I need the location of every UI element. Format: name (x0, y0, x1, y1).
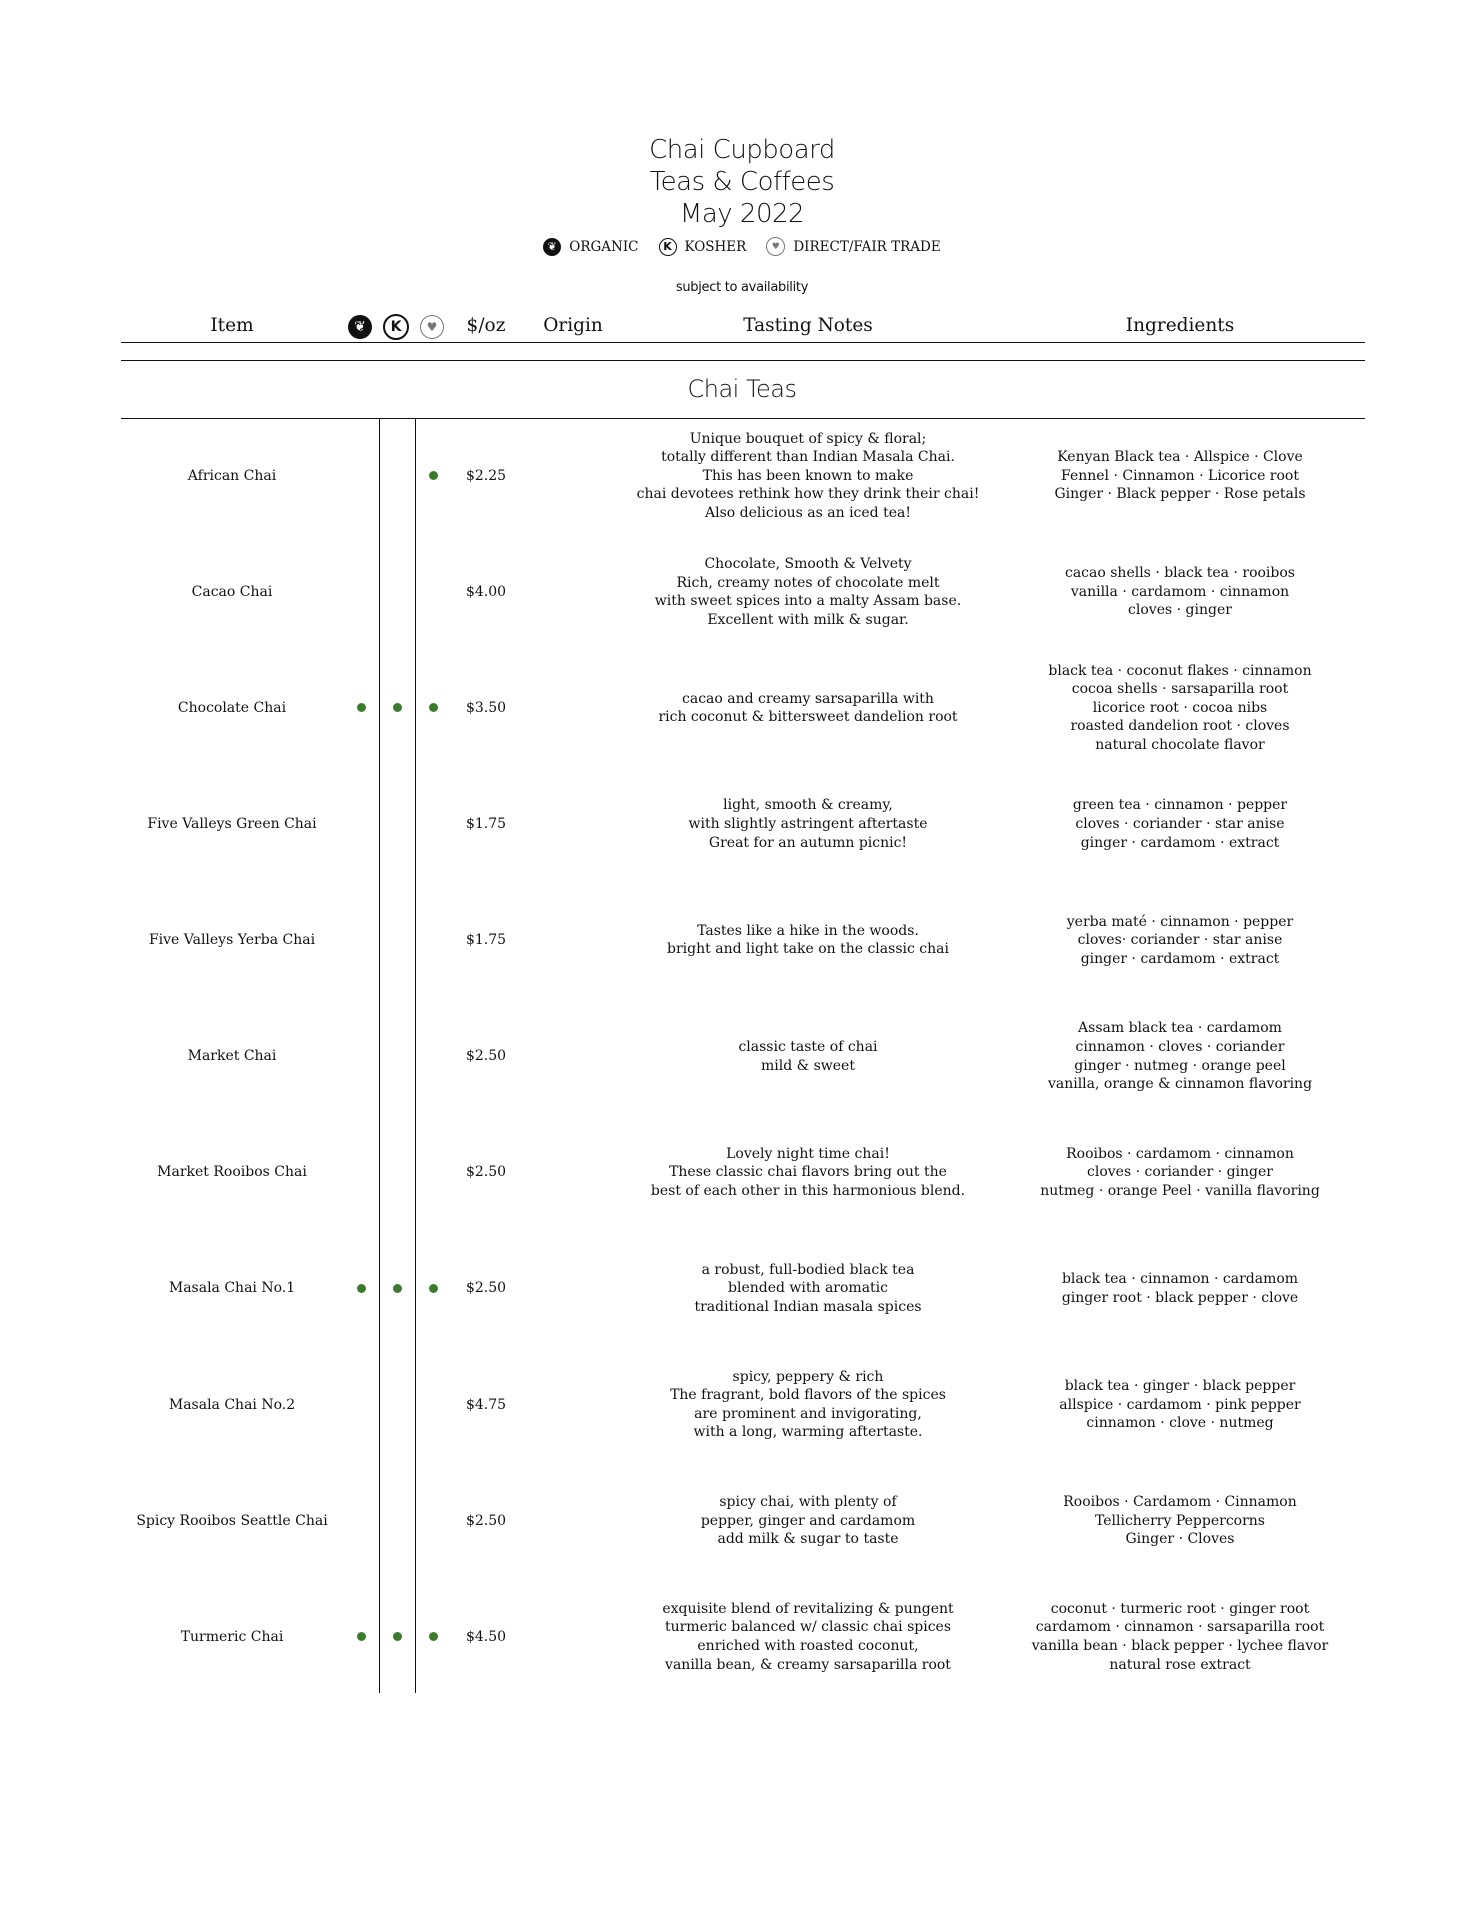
item-name (121, 766, 343, 882)
item-price (456, 1231, 516, 1347)
item-ingredients (1010, 650, 1350, 766)
item-ingredients-text: green tea · cinnamon · pepper cloves · coriander · star anise ginger · cardamom · extract (1072, 797, 1288, 851)
item-price-text: $4.75 (465, 1396, 507, 1413)
item-ingredients (1010, 1579, 1350, 1695)
legend-kosher-label: KOSHER (684, 238, 747, 255)
item-price-text: $1.75 (465, 932, 507, 949)
item-price (456, 1579, 516, 1695)
item-ingredients-text: coconut · turmeric root · ginger root cardamom · cinnamon · sarsaparilla root vanilla bean · black pepper · lychee flavor natural rose extract (1031, 1600, 1329, 1673)
item-tasting-notes-text: Unique bouquet of spicy & floral; totally different than Indian Masala Chai. This has been known to make chai devotees rethink how they drink their chai! Also delicious as an iced tea! (636, 430, 980, 521)
legend-organic (543, 238, 638, 256)
item-ingredients (1010, 766, 1350, 882)
fair-trade-handshake-icon: ♥ (420, 315, 444, 339)
item-ingredients (1010, 534, 1350, 650)
legend-organic-label: ORGANIC (569, 238, 639, 255)
item-tasting-notes-text: spicy chai, with plenty of pepper, ginger and cardamom add milk & sugar to taste (700, 1494, 916, 1548)
organic-indicator (357, 1284, 366, 1293)
item-name (121, 534, 343, 650)
item-name (121, 999, 343, 1115)
table-row (0, 766, 1484, 882)
kosher-k-icon: K (659, 238, 677, 256)
kosher-indicator (393, 703, 402, 712)
item-name (121, 1231, 343, 1347)
item-tasting-notes (620, 882, 996, 998)
item-price (456, 534, 516, 650)
item-ingredients-text: black tea · ginger · black pepper allspice · cardamom · pink pepper cinnamon · clove · nutmeg (1059, 1377, 1301, 1432)
item-price-text: $2.50 (465, 1164, 507, 1181)
fair-trade-indicator (429, 1632, 438, 1641)
fair-trade-indicator (429, 703, 438, 712)
item-name-text: Spicy Rooibos Seattle Chai (136, 1512, 328, 1529)
table-row (0, 650, 1484, 766)
item-price (456, 766, 516, 882)
item-tasting-notes (620, 1579, 996, 1695)
availability-note: subject to availability (675, 280, 809, 295)
item-ingredients-text: Assam black tea · cardamom cinnamon · cloves · coriander ginger · nutmeg · orange peel vanilla, orange & cinnamon flavoring (1047, 1020, 1313, 1093)
item-name (121, 1347, 343, 1463)
item-tasting-notes (620, 1463, 996, 1579)
item-tasting-notes-text: cacao and creamy sarsaparilla with rich coconut & bittersweet dandelion root (658, 690, 958, 726)
item-price-text: $2.25 (465, 467, 507, 484)
fair-trade-handshake-icon: ♥ (766, 237, 785, 256)
item-price (456, 999, 516, 1115)
column-header-item: Item (210, 315, 254, 336)
fair-trade-indicator (429, 1284, 438, 1293)
item-tasting-notes-text: a robust, full-bodied black tea blended with aromatic traditional Indian masala spices (694, 1261, 922, 1315)
item-name-text: Five Valleys Yerba Chai (148, 932, 316, 949)
certification-legend (0, 237, 1484, 256)
item-name-text: Masala Chai No.1 (168, 1280, 296, 1297)
section-top-rule (121, 360, 1365, 361)
legend-fair-trade (766, 237, 940, 256)
organic-indicator (357, 703, 366, 712)
item-tasting-notes (620, 1347, 996, 1463)
item-price-text: $3.50 (465, 699, 507, 716)
item-ingredients-text: yerba maté · cinnamon · pepper cloves· coriander · star anise ginger · cardamom · extract (1066, 913, 1294, 967)
table-row (0, 418, 1484, 534)
item-price-text: $2.50 (465, 1280, 507, 1297)
item-ingredients-text: Rooibos · cardamom · cinnamon cloves · coriander · ginger nutmeg · orange Peel · vanilla flavoring (1040, 1145, 1320, 1199)
table-row (0, 1231, 1484, 1347)
item-tasting-notes-text: exquisite blend of revitalizing & pungent turmeric balanced w/ classic chai spices enriched with roasted coconut, vanilla bean, & creamy sarsaparilla root (662, 1600, 954, 1673)
item-price-text: $2.50 (465, 1512, 507, 1529)
item-price (456, 418, 516, 534)
table-row (0, 882, 1484, 998)
menu-date: May 2022 (679, 199, 805, 229)
item-tasting-notes-text: light, smooth & creamy, with slightly astringent aftertaste Great for an autumn picnic! (688, 797, 928, 851)
item-tasting-notes (620, 418, 996, 534)
item-tasting-notes-text: classic taste of chai mild & sweet (738, 1038, 878, 1074)
section-title: Chai Teas (687, 375, 797, 403)
item-name (121, 882, 343, 998)
item-tasting-notes (620, 766, 996, 882)
organic-indicator (357, 1632, 366, 1641)
item-ingredients (1010, 418, 1350, 534)
item-price (456, 882, 516, 998)
column-header-price: $/oz (466, 315, 506, 336)
item-name (121, 1463, 343, 1579)
column-header-origin: Origin (543, 315, 603, 336)
item-price (456, 1347, 516, 1463)
column-header-certifications (348, 314, 444, 340)
item-ingredients-text: cacao shells · black tea · rooibos vanilla · cardamom · cinnamon cloves · ginger (1064, 565, 1295, 619)
item-name-text: African Chai (187, 467, 277, 484)
item-ingredients (1010, 1463, 1350, 1579)
item-ingredients (1010, 882, 1350, 998)
organic-leaf-icon: ❦ (543, 238, 561, 256)
item-tasting-notes (620, 650, 996, 766)
item-ingredients (1010, 1347, 1350, 1463)
kosher-indicator (393, 1284, 402, 1293)
item-ingredients (1010, 999, 1350, 1115)
item-name (121, 418, 343, 534)
table-row (0, 534, 1484, 650)
item-price-text: $4.00 (465, 583, 507, 600)
table-row (0, 1347, 1484, 1463)
item-name (121, 1115, 343, 1231)
item-price (456, 1463, 516, 1579)
item-name-text: Five Valleys Green Chai (147, 816, 317, 832)
item-price (456, 1115, 516, 1231)
item-name (121, 1579, 343, 1695)
table-row (0, 1579, 1484, 1695)
item-tasting-notes-text: Chocolate, Smooth & Velvety Rich, creamy notes of chocolate melt with sweet spices into a malty Assam base. Excellent with milk & sugar. (654, 555, 962, 628)
menu-subtitle: Teas & Coffees (649, 167, 835, 197)
item-tasting-notes (620, 999, 996, 1115)
item-tasting-notes-text: Lovely night time chai! These classic chai flavors bring out the best of each other in this harmonious blend. (650, 1145, 966, 1199)
kosher-k-icon: K (383, 314, 409, 340)
legend-kosher (659, 238, 747, 256)
header-rule (121, 342, 1365, 343)
item-ingredients-text: Rooibos · Cardamom · Cinnamon Tellicherry Peppercorns Ginger · Cloves (1063, 1494, 1297, 1548)
item-tasting-notes-text: Tastes like a hike in the woods. bright and light take on the classic chai (667, 922, 949, 958)
item-name-text: Market Chai (187, 1048, 277, 1065)
item-tasting-notes-text: spicy, peppery & rich The fragrant, bold flavors of the spices are prominent and invigorating, with a long, warming aftertaste. (670, 1368, 946, 1441)
column-header-tasting-notes: Tasting Notes (743, 315, 873, 336)
item-price-text: $2.50 (465, 1048, 507, 1065)
item-price-text: $4.50 (465, 1628, 507, 1645)
organic-leaf-icon: ❦ (348, 315, 372, 339)
table-row (0, 1115, 1484, 1231)
table-row (0, 1463, 1484, 1579)
item-name (121, 650, 343, 766)
item-tasting-notes (620, 534, 996, 650)
kosher-indicator (393, 1632, 402, 1641)
menu-title: Chai Cupboard (649, 135, 835, 165)
legend-fair-trade-label: DIRECT/FAIR TRADE (793, 238, 941, 255)
item-ingredients-text: black tea · coconut flakes · cinnamon cocoa shells · sarsaparilla root licorice root · cocoa nibs roasted dandelion root · cloves natural chocolate flavor (1048, 662, 1312, 754)
item-name-text: Chocolate Chai (177, 699, 287, 716)
item-name-text: Market Rooibos Chai (157, 1164, 307, 1181)
item-tasting-notes (620, 1115, 996, 1231)
item-ingredients-text: Kenyan Black tea · Allspice · Clove Fennel · Cinnamon · Licorice root Ginger · Black pepper · Rose petals (1054, 449, 1306, 503)
item-name-text: Masala Chai No.2 (168, 1396, 296, 1413)
item-ingredients-text: black tea · cinnamon · cardamom ginger root · black pepper · clove (1061, 1271, 1299, 1306)
item-name-text: Turmeric Chai (180, 1628, 284, 1645)
item-ingredients (1010, 1115, 1350, 1231)
fair-trade-indicator (429, 471, 438, 480)
item-tasting-notes (620, 1231, 996, 1347)
item-ingredients (1010, 1231, 1350, 1347)
item-name-text: Cacao Chai (191, 583, 273, 600)
table-row (0, 999, 1484, 1115)
item-price-text: $1.75 (465, 816, 507, 832)
item-price (456, 650, 516, 766)
column-header-ingredients: Ingredients (1125, 315, 1235, 336)
